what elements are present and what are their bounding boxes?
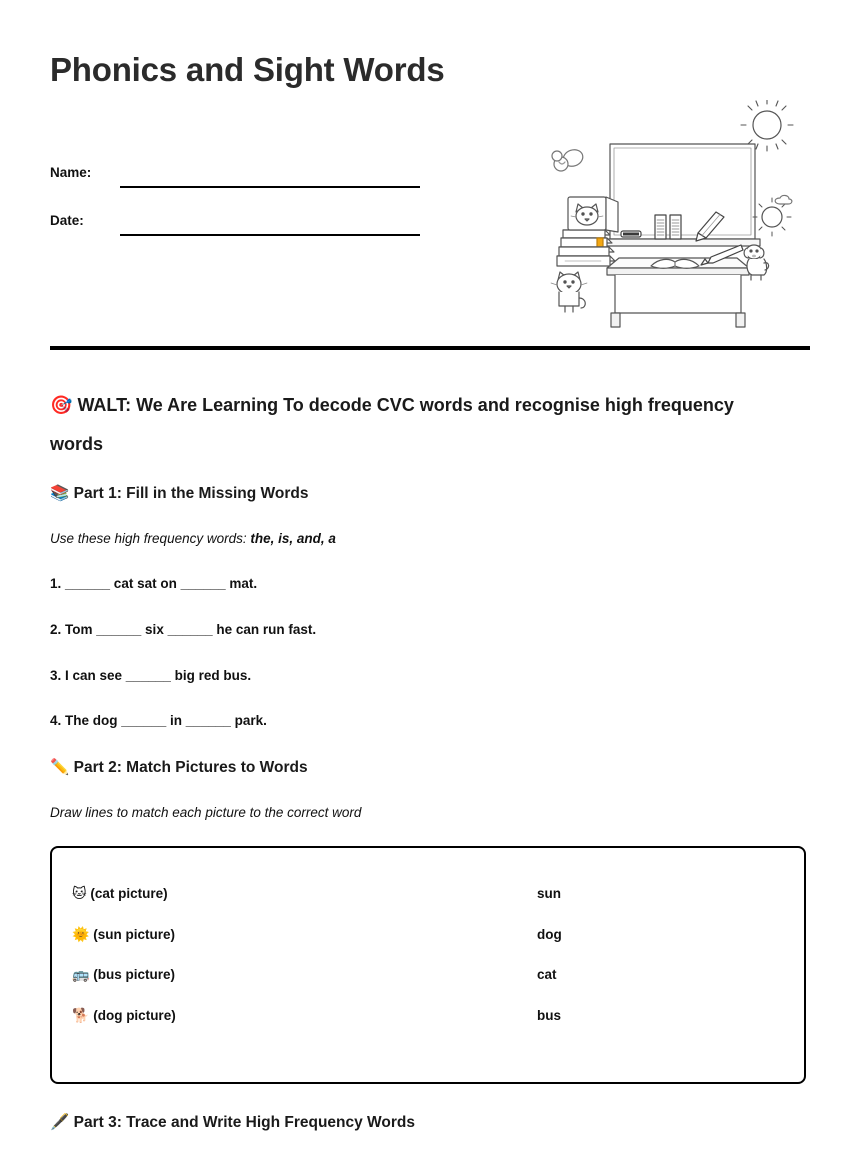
part1-heading	[50, 484, 308, 503]
date-field-line[interactable]	[120, 234, 420, 236]
match-picture-label: (bus picture)	[93, 967, 175, 982]
match-row[interactable]	[52, 967, 804, 989]
match-word-cell[interactable]: sun	[537, 886, 562, 901]
part1-word-bank: the, is, and, a	[250, 531, 336, 546]
dart-target-icon: 🎯	[50, 395, 73, 416]
name-field-line[interactable]	[120, 186, 420, 188]
fountain-pen-icon: 🖋️	[50, 1113, 70, 1131]
part1-heading-label: Part 1: Fill in the Missing Words	[73, 485, 309, 502]
match-picture-label: (sun picture)	[93, 927, 175, 942]
bus-icon: 🚌	[72, 967, 90, 983]
match-picture-cell[interactable]	[72, 967, 175, 983]
walt-statement	[50, 386, 790, 463]
sun-face-icon: 🌞	[72, 927, 90, 943]
match-pictures-box	[50, 846, 806, 1084]
header-divider	[50, 346, 810, 350]
match-word-cell[interactable]: dog	[537, 927, 562, 942]
match-picture-cell[interactable]	[72, 886, 168, 902]
part2-heading	[50, 758, 308, 777]
cat-face-icon: 🐱	[72, 886, 87, 902]
match-picture-label: (cat picture)	[90, 886, 168, 901]
match-row[interactable]	[52, 1008, 804, 1030]
walt-text: WALT: We Are Learning To decode CVC words and recognise high frequency words	[50, 395, 734, 454]
books-icon: 📚	[50, 484, 70, 502]
pencil-icon: ✏️	[50, 758, 70, 776]
fill-in-sentence-1[interactable]: 1. ______ cat sat on ______ mat.	[50, 576, 258, 591]
match-picture-cell[interactable]	[72, 1008, 176, 1024]
date-field-label: Date:	[50, 213, 84, 228]
match-word-cell[interactable]: bus	[537, 1008, 562, 1023]
name-field-label: Name:	[50, 165, 92, 180]
part2-heading-label: Part 2: Match Pictures to Words	[73, 759, 308, 776]
page-title: Phonics and Sight Words	[50, 51, 445, 88]
match-picture-cell[interactable]	[72, 927, 175, 943]
dog-icon: 🐕	[72, 1008, 90, 1024]
part3-heading-label: Part 3: Trace and Write High Frequency Words	[73, 1114, 415, 1131]
part1-instruction-lead: Use these high frequency words:	[50, 531, 251, 546]
match-row[interactable]	[52, 886, 804, 908]
fill-in-sentence-4[interactable]: 4. The dog ______ in ______ park.	[50, 713, 267, 728]
match-picture-label: (dog picture)	[93, 1008, 176, 1023]
part1-instruction	[50, 531, 336, 546]
match-row[interactable]	[52, 927, 804, 949]
fill-in-sentence-3[interactable]: 3. I can see ______ big red bus.	[50, 668, 252, 683]
part2-instruction: Draw lines to match each picture to the correct word	[50, 805, 362, 820]
fill-in-sentence-2[interactable]: 2. Tom ______ six ______ he can run fast.	[50, 622, 317, 637]
classroom-illustration	[535, 100, 810, 330]
part3-heading	[50, 1113, 415, 1132]
match-word-cell[interactable]: cat	[537, 967, 557, 982]
